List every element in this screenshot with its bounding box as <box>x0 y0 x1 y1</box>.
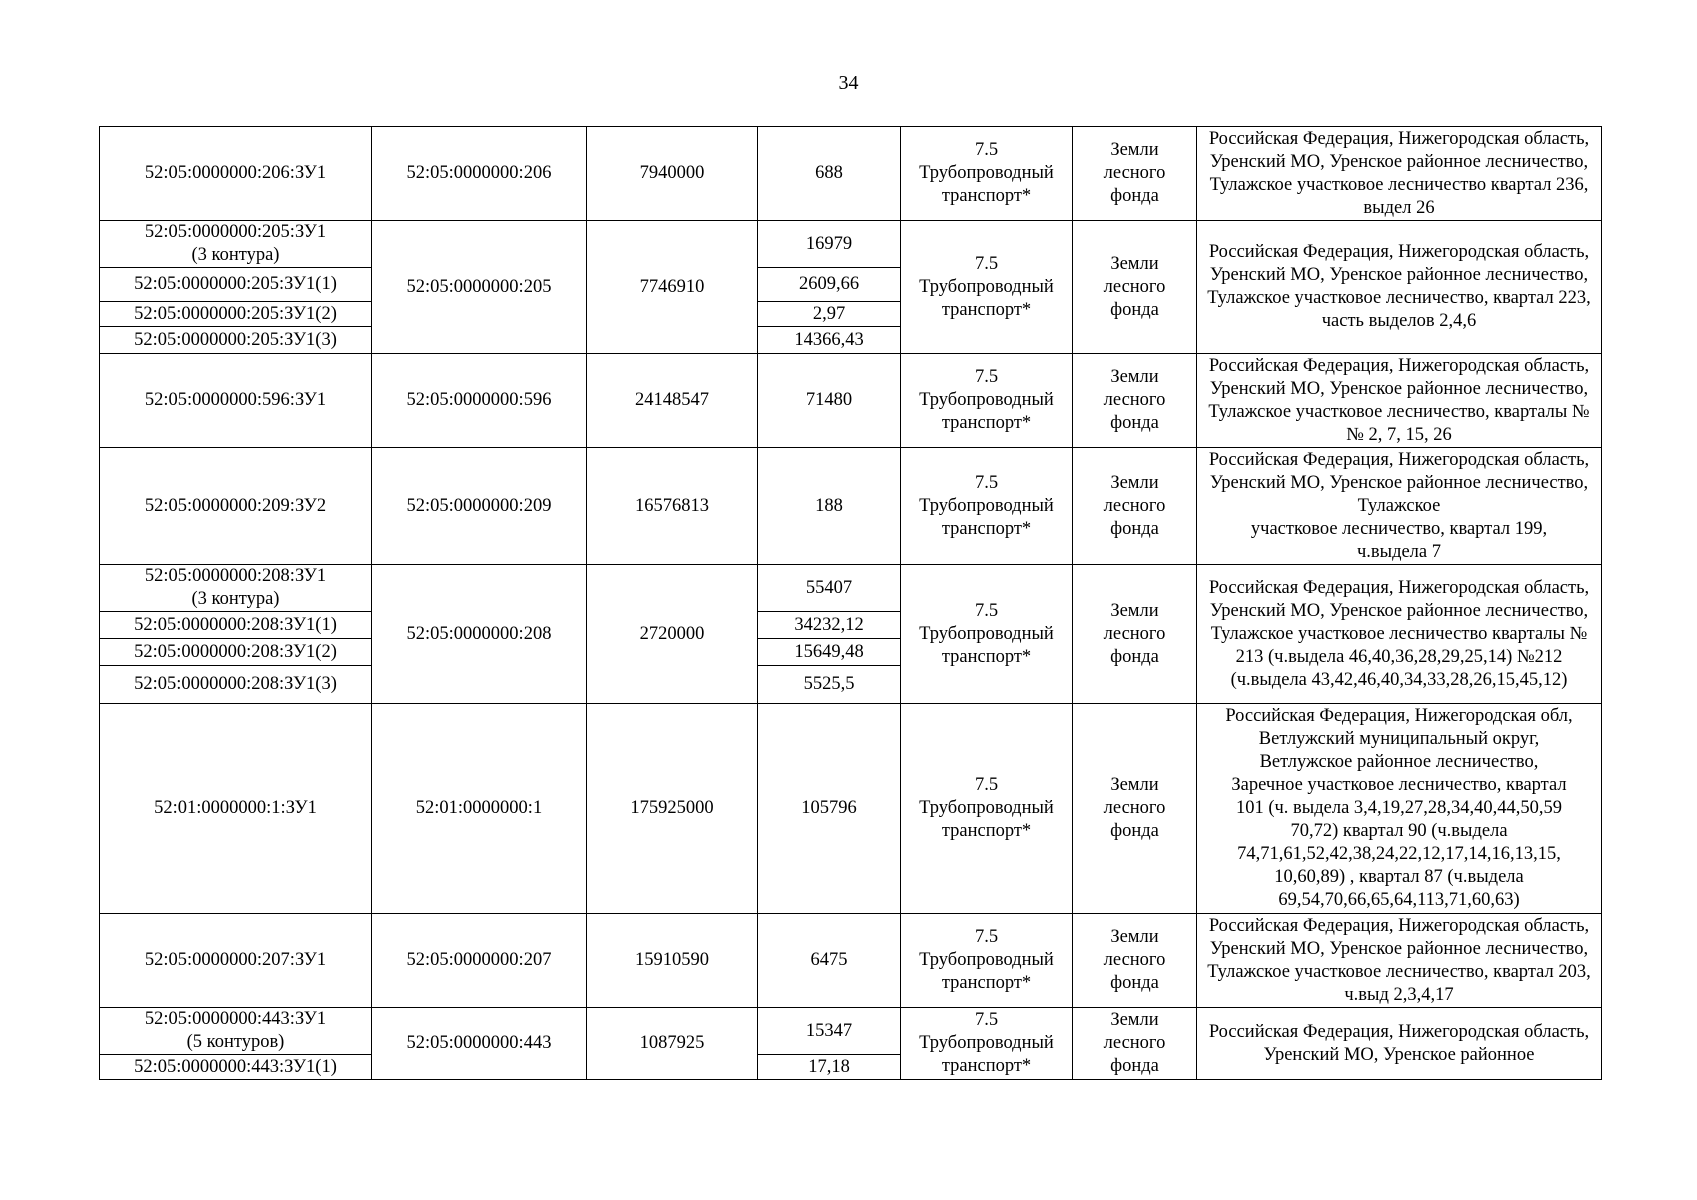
cadastral-number: 52:05:0000000:207 <box>372 914 587 1008</box>
land-plot-id: 52:05:0000000:208:ЗУ1(2) <box>100 639 372 666</box>
land-category: Земли лесного фонда <box>1073 448 1197 565</box>
location-address: Российская Федерация, Нижегородская обл, Ветлужский муниципальный округ, Ветлужское районное лесничество, Заречное участковое лесничество, квартал 101 (ч. выдела 3,4,19,27,28,34,40,44,50,59 70,72) квартал 90 (ч.выдела 74,71,61,52,42,38,24,22,12,17,14,16,13,15, 10,60,89) , квартал 87 (ч.выдела 69,54,70,66,65,64,113,71,60,63) <box>1197 704 1602 914</box>
cadastral-number: 52:01:0000000:1 <box>372 704 587 914</box>
land-plot-id: 52:01:0000000:1:ЗУ1 <box>100 704 372 914</box>
location-address: Российская Федерация, Нижегородская область, Уренский МО, Уренское районное лесничество, Тулажское участковое лесничество, кварталы №№ 2, 7, 15, 26 <box>1197 354 1602 448</box>
parent-plot-area: 15910590 <box>587 914 758 1008</box>
plot-area: 105796 <box>758 704 901 914</box>
land-plot-id: 52:05:0000000:208:ЗУ1(1) <box>100 612 372 639</box>
land-plot-id: 52:05:0000000:207:ЗУ1 <box>100 914 372 1008</box>
parent-plot-area: 16576813 <box>587 448 758 565</box>
cadastral-number: 52:05:0000000:206 <box>372 127 587 221</box>
land-plot-id: 52:05:0000000:208:ЗУ1(3) <box>100 666 372 704</box>
table-row <box>100 354 1602 448</box>
land-category: Земли лесного фонда <box>1073 704 1197 914</box>
location-address: Российская Федерация, Нижегородская область, Уренский МО, Уренское районное лесничество, Тулажское участковое лесничество, квартал 223, часть выделов 2,4,6 <box>1197 221 1602 354</box>
plot-area: 188 <box>758 448 901 565</box>
land-category: Земли лесного фонда <box>1073 1008 1197 1080</box>
table-row <box>100 704 1602 914</box>
cadastral-number: 52:05:0000000:209 <box>372 448 587 565</box>
land-plot-id: 52:05:0000000:205:ЗУ1(3) <box>100 327 372 354</box>
plot-area: 5525,5 <box>758 666 901 704</box>
plot-area: 14366,43 <box>758 327 901 354</box>
location-address: Российская Федерация, Нижегородская область, Уренский МО, Уренское районное лесничество, Тулажское участковое лесничество, квартал 199, ч.выдела 7 <box>1197 448 1602 565</box>
permitted-use: 7.5 Трубопроводный транспорт* <box>901 448 1073 565</box>
cadastral-number: 52:05:0000000:596 <box>372 354 587 448</box>
page-number: 34 <box>838 72 859 94</box>
table-row <box>100 127 1602 221</box>
permitted-use: 7.5 Трубопроводный транспорт* <box>901 1008 1073 1080</box>
land-plot-id: 52:05:0000000:205:ЗУ1(2) <box>100 302 372 327</box>
plot-area: 15347 <box>758 1008 901 1055</box>
parent-plot-area: 24148547 <box>587 354 758 448</box>
plot-area: 2,97 <box>758 302 901 327</box>
land-category: Земли лесного фонда <box>1073 127 1197 221</box>
land-plot-id: 52:05:0000000:596:ЗУ1 <box>100 354 372 448</box>
plot-area: 34232,12 <box>758 612 901 639</box>
land-plot-id: 52:05:0000000:205:ЗУ1(1) <box>100 268 372 302</box>
land-category: Земли лесного фонда <box>1073 354 1197 448</box>
location-address: Российская Федерация, Нижегородская область, Уренский МО, Уренское районное лесничество, Тулажское участковое лесничество, квартал 203, ч.выд 2,3,4,17 <box>1197 914 1602 1008</box>
cadastral-number: 52:05:0000000:443 <box>372 1008 587 1080</box>
plot-area: 688 <box>758 127 901 221</box>
plot-area: 16979 <box>758 221 901 268</box>
land-plot-id: 52:05:0000000:443:ЗУ1(1) <box>100 1055 372 1080</box>
land-plot-id: 52:05:0000000:208:ЗУ1 (3 контура) <box>100 565 372 612</box>
parent-plot-area: 1087925 <box>587 1008 758 1080</box>
plot-area: 55407 <box>758 565 901 612</box>
land-plot-id: 52:05:0000000:443:ЗУ1 (5 контуров) <box>100 1008 372 1055</box>
land-plots-table <box>99 126 1602 1080</box>
permitted-use: 7.5 Трубопроводный транспорт* <box>901 127 1073 221</box>
cadastral-number: 52:05:0000000:205 <box>372 221 587 354</box>
land-category: Земли лесного фонда <box>1073 565 1197 704</box>
location-address: Российская Федерация, Нижегородская область, Уренский МО, Уренское районное лесничество, Тулажское участковое лесничество кварталы № 213 (ч.выдела 46,40,36,28,29,25,14) №212 (ч.выдела 43,42,46,40,34,33,28,26,15,45,12) <box>1197 565 1602 704</box>
land-plot-id: 52:05:0000000:206:ЗУ1 <box>100 127 372 221</box>
plot-area: 15649,48 <box>758 639 901 666</box>
table-row <box>100 221 1602 268</box>
land-plot-id: 52:05:0000000:209:ЗУ2 <box>100 448 372 565</box>
table-row <box>100 914 1602 1008</box>
parent-plot-area: 7746910 <box>587 221 758 354</box>
table-row <box>100 1008 1602 1055</box>
cadastral-number: 52:05:0000000:208 <box>372 565 587 704</box>
plot-area: 6475 <box>758 914 901 1008</box>
parent-plot-area: 175925000 <box>587 704 758 914</box>
permitted-use: 7.5 Трубопроводный транспорт* <box>901 565 1073 704</box>
table-row <box>100 565 1602 612</box>
permitted-use: 7.5 Трубопроводный транспорт* <box>901 221 1073 354</box>
permitted-use: 7.5 Трубопроводный транспорт* <box>901 704 1073 914</box>
land-category: Земли лесного фонда <box>1073 914 1197 1008</box>
parent-plot-area: 2720000 <box>587 565 758 704</box>
plot-area: 71480 <box>758 354 901 448</box>
land-plot-id: 52:05:0000000:205:ЗУ1 (3 контура) <box>100 221 372 268</box>
location-address: Российская Федерация, Нижегородская область, Уренский МО, Уренское районное <box>1197 1008 1602 1080</box>
parent-plot-area: 7940000 <box>587 127 758 221</box>
plot-area: 2609,66 <box>758 268 901 302</box>
land-category: Земли лесного фонда <box>1073 221 1197 354</box>
permitted-use: 7.5 Трубопроводный транспорт* <box>901 354 1073 448</box>
location-address: Российская Федерация, Нижегородская область, Уренский МО, Уренское районное лесничество, Тулажское участковое лесничество квартал 236, выдел 26 <box>1197 127 1602 221</box>
permitted-use: 7.5 Трубопроводный транспорт* <box>901 914 1073 1008</box>
table-row <box>100 448 1602 565</box>
plot-area: 17,18 <box>758 1055 901 1080</box>
